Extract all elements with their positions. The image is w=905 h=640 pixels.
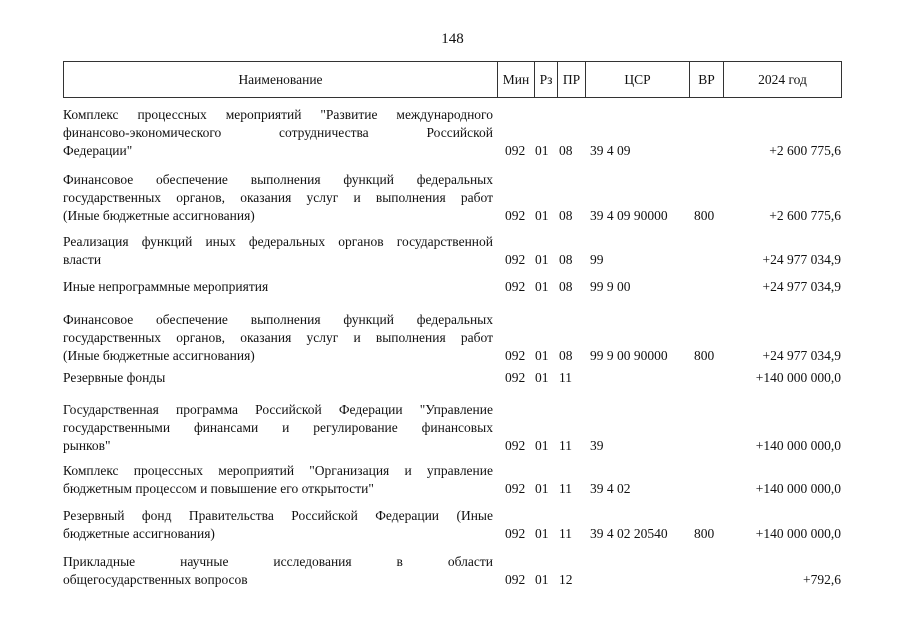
row-pr: 11 <box>559 370 572 385</box>
table-row <box>63 462 841 498</box>
row-pr: 08 <box>559 208 573 223</box>
table-row <box>63 401 841 455</box>
row-sum: +140 000 000,0 <box>755 370 841 385</box>
row-sum: +140 000 000,0 <box>755 481 841 496</box>
row-name-line: бюджетные ассигнования) <box>63 526 215 541</box>
table-row <box>63 553 841 589</box>
row-name <box>63 401 493 455</box>
table-header <box>63 61 842 98</box>
row-csr: 39 4 09 <box>590 143 631 158</box>
row-min: 092 <box>505 348 526 363</box>
row-rz: 01 <box>535 438 549 453</box>
row-min: 092 <box>505 143 526 158</box>
row-pr: 08 <box>559 279 573 294</box>
header-year: 2024 год <box>724 62 842 98</box>
row-name-line: Финансовое обеспечение выполнения функций федеральных <box>63 312 493 327</box>
table-row <box>63 369 841 387</box>
page-number: 148 <box>441 31 464 47</box>
row-rz: 01 <box>535 252 549 267</box>
row-min: 092 <box>505 279 526 294</box>
row-pr: 08 <box>559 143 573 158</box>
row-rz: 01 <box>535 279 549 294</box>
row-csr: 39 <box>590 438 604 453</box>
row-min: 092 <box>505 526 526 541</box>
table-row <box>63 278 841 296</box>
row-vr: 800 <box>694 348 715 363</box>
row-name-line: (Иные бюджетные ассигнования) <box>63 208 255 223</box>
header-vr: ВР <box>690 62 724 98</box>
row-csr: 99 9 00 90000 <box>590 348 668 363</box>
row-name-line: Иные непрограммные мероприятия <box>63 279 269 294</box>
row-pr: 08 <box>559 348 573 363</box>
header-csr: ЦСР <box>586 62 690 98</box>
table-row <box>63 507 841 543</box>
row-name <box>63 311 493 365</box>
header-rz: Рз <box>535 62 558 98</box>
row-name-line: финансово-экономического сотрудничества Российской <box>63 125 493 140</box>
row-sum: +24 977 034,9 <box>762 279 841 294</box>
row-sum: +140 000 000,0 <box>755 438 841 453</box>
row-csr: 39 4 02 20540 <box>590 526 668 541</box>
row-name <box>63 462 493 498</box>
row-min: 092 <box>505 438 526 453</box>
table-row <box>63 311 841 365</box>
row-name-line: Реализация функций иных федеральных органов государственной <box>63 234 493 249</box>
row-name-line: Комплекс процессных мероприятий "Развитие международного <box>63 107 493 122</box>
row-name-line: государственных органов, оказания услуг и выполнения работ <box>63 330 493 345</box>
row-name-line: Резервный фонд Правительства Российской Федерации (Иные <box>63 508 493 523</box>
row-name <box>63 278 493 296</box>
row-name <box>63 507 493 543</box>
row-rz: 01 <box>535 208 549 223</box>
row-name <box>63 369 493 387</box>
row-sum: +140 000 000,0 <box>755 526 841 541</box>
row-sum: +2 600 775,6 <box>769 143 841 158</box>
header-name: Наименование <box>64 62 498 98</box>
row-name-line: бюджетным процессом и повышение его открытости" <box>63 481 374 496</box>
row-name-line: общегосударственных вопросов <box>63 572 248 587</box>
row-min: 092 <box>505 370 526 385</box>
row-csr: 39 4 02 <box>590 481 631 496</box>
row-name-line: Комплекс процессных мероприятий "Организация и управление <box>63 463 493 478</box>
row-rz: 01 <box>535 348 549 363</box>
row-vr: 800 <box>694 526 715 541</box>
row-name-line: Федерации" <box>63 143 133 158</box>
row-min: 092 <box>505 572 526 587</box>
row-pr: 12 <box>559 572 573 587</box>
row-name-line: рынков" <box>63 438 111 453</box>
row-rz: 01 <box>535 526 549 541</box>
row-sum: +792,6 <box>803 572 841 587</box>
row-rz: 01 <box>535 481 549 496</box>
row-sum: +2 600 775,6 <box>769 208 841 223</box>
header-min: Мин <box>498 62 535 98</box>
header-pr: ПР <box>558 62 586 98</box>
row-name <box>63 233 493 269</box>
row-min: 092 <box>505 208 526 223</box>
row-sum: +24 977 034,9 <box>762 252 841 267</box>
row-name-line: Резервные фонды <box>63 370 166 385</box>
row-rz: 01 <box>535 143 549 158</box>
row-name-line: государственными финансами и регулирование финансовых <box>63 420 493 435</box>
row-sum: +24 977 034,9 <box>762 348 841 363</box>
row-name <box>63 553 493 589</box>
row-name <box>63 171 493 225</box>
row-name-line: Государственная программа Российской Федерации "Управление <box>63 402 493 417</box>
row-rz: 01 <box>535 572 549 587</box>
table-row <box>63 106 841 160</box>
table-row <box>63 233 841 269</box>
row-rz: 01 <box>535 370 549 385</box>
row-pr: 11 <box>559 438 572 453</box>
row-csr: 39 4 09 90000 <box>590 208 668 223</box>
row-name-line: (Иные бюджетные ассигнования) <box>63 348 255 363</box>
row-name-line: власти <box>63 252 102 267</box>
row-name <box>63 106 493 160</box>
row-pr: 11 <box>559 481 572 496</box>
row-pr: 11 <box>559 526 572 541</box>
row-pr: 08 <box>559 252 573 267</box>
row-name-line: Прикладные научные исследования в области <box>63 554 493 569</box>
row-csr: 99 9 00 <box>590 279 631 294</box>
row-name-line: Финансовое обеспечение выполнения функций федеральных <box>63 172 493 187</box>
row-name-line: государственных органов, оказания услуг и выполнения работ <box>63 190 493 205</box>
row-min: 092 <box>505 481 526 496</box>
table-row <box>63 171 841 225</box>
row-min: 092 <box>505 252 526 267</box>
row-vr: 800 <box>694 208 715 223</box>
row-csr: 99 <box>590 252 604 267</box>
